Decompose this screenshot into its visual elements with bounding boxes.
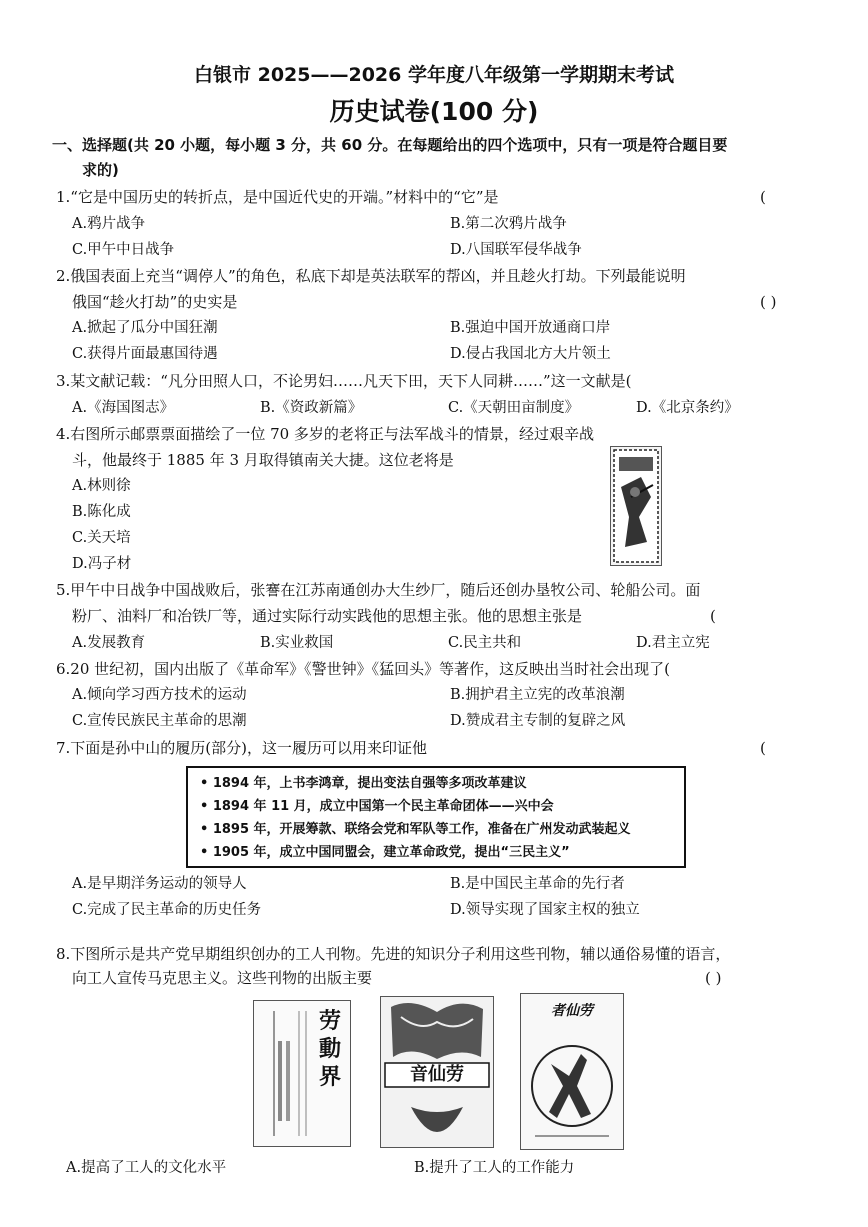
stamp-image [610,446,662,566]
q8-bracket: ( ) [705,969,722,987]
q4-option-c[interactable]: C.关天培 [72,530,131,546]
q7-bracket: ( [760,739,766,757]
q7-option-b[interactable]: B.是中国民主革命的先行者 [450,876,625,892]
stamp-illustration-icon [611,447,661,565]
q6-option-c[interactable]: C.宣传民族民主革命的思潮 [72,713,247,729]
q7-stem: 7.下面是孙中山的履历(部分)，这一履历可以用来印证他 [56,739,428,757]
journal-2-title: 音仙劳 [410,1064,464,1085]
q7-option-a[interactable]: A.是早期洋务运动的领导人 [72,876,247,892]
exam-subtitle: 历史试卷(100 分) [329,97,539,126]
q1-option-c[interactable]: C.甲午中日战争 [72,242,175,258]
q3-stem: 3.某文献记载：“凡分田照人口，不论男妇……凡天下田，天下人同耕……”这一文献是( [56,372,632,390]
q5-option-b[interactable]: B.实业救国 [260,635,334,651]
exam-title: 白银市 2025——2026 学年度八年级第一学期期末考试 [194,64,674,86]
journal-image-2 [380,996,494,1148]
section-heading: 一、选择题(共 20 小题，每小题 3 分，共 60 分。在每题给出的四个选项中，只有一项是符合题目要 [52,136,728,154]
q8-stem: 8.下图所示是共产党早期组织创办的工人刊物。先进的知识分子利用这些刊物，辅以通俗易懂的语言， [56,945,731,963]
q1-option-a[interactable]: A.鸦片战争 [72,216,146,232]
q2-option-b[interactable]: B.强迫中国开放通商口岸 [450,320,611,336]
journal-image-3 [520,993,624,1150]
q2-stem-cont: 俄国“趁火打劫”的史实是 [72,293,238,311]
q1-bracket: ( [760,188,766,206]
q6-stem: 6.20 世纪初，国内出版了《革命军》《警世钟》《猛回头》等著作，这反映出当时社会出现了( [56,660,671,678]
q3-option-a[interactable]: A.《海国图志》 [72,400,175,416]
q4-option-b[interactable]: B.陈化成 [72,504,131,520]
resume-item: • 1905 年，成立中国同盟会，建立革命政党，提出“三民主义” [200,845,570,860]
resume-item: • 1894 年，上书李鸿章，提出变法自强等多项改革建议 [200,776,527,791]
q3-option-d[interactable]: D.《北京条约》 [636,400,739,416]
q8-option-a[interactable]: A.提高了工人的文化水平 [66,1160,227,1176]
q1-stem: 1.“它是中国历史的转折点，是中国近代史的开端。”材料中的“它”是 [56,188,499,206]
q8-stem-cont: 向工人宣传马克思主义。这些刊物的出版主要 [72,969,373,987]
resume-item: • 1894 年 11 月，成立中国第一个民主革命团体——兴中会 [200,799,554,814]
q2-option-c[interactable]: C.获得片面最惠国待遇 [72,346,218,362]
q6-option-a[interactable]: A.倾向学习西方技术的运动 [72,687,247,703]
q1-option-b[interactable]: B.第二次鸦片战争 [450,216,567,232]
q5-option-c[interactable]: C.民主共和 [448,635,522,651]
q4-stem-cont: 斗，他最终于 1885 年 3 月取得镇南关大捷。这位老将是 [72,451,454,469]
q1-option-d[interactable]: D.八国联军侵华战争 [450,242,582,258]
q5-option-a[interactable]: A.发展教育 [72,635,146,651]
q5-stem: 5.甲午中日战争中国战败后，张謇在江苏南通创办大生纱厂，随后还创办垦牧公司、轮船公司。面 [56,581,701,599]
resume-box [186,766,686,868]
q2-stem: 2.俄国表面上充当“调停人”的角色，私底下却是英法联军的帮凶，并且趁火打劫。下列最能说明 [56,267,686,285]
q4-option-d[interactable]: D.冯子材 [72,556,132,572]
q6-option-b[interactable]: B.拥护君主立宪的改革浪潮 [450,687,625,703]
q7-option-c[interactable]: C.完成了民主革命的历史任务 [72,902,262,918]
journal-1-title: 劳動界 [318,1008,341,1090]
q3-option-b[interactable]: B.《资政新篇》 [260,400,363,416]
q7-option-d[interactable]: D.领导实现了国家主权的独立 [450,902,640,918]
journal-3-title: 者仙劳 [551,1003,593,1019]
section-heading-cont: 求的) [82,161,119,179]
q2-option-d[interactable]: D.侵占我国北方大片领土 [450,346,611,362]
journal-image-1 [253,1000,351,1147]
resume-item: • 1895 年，开展筹款、联络会党和军队等工作，准备在广州发动武装起义 [200,822,631,837]
q2-option-a[interactable]: A.掀起了瓜分中国狂潮 [72,320,218,336]
q3-option-c[interactable]: C.《天朝田亩制度》 [448,400,580,416]
q4-stem: 4.右图所示邮票票面描绘了一位 70 多岁的老将正与法军战斗的情景，经过艰辛战 [56,425,594,443]
q5-bracket: ( [710,607,716,625]
q8-option-b[interactable]: B.提升了工人的工作能力 [414,1160,575,1176]
q4-option-a[interactable]: A.林则徐 [72,478,131,494]
q5-option-d[interactable]: D.君主立宪 [636,635,710,651]
q2-bracket: ( ) [760,293,777,311]
q6-option-d[interactable]: D.赞成君主专制的复辟之风 [450,713,626,729]
q5-stem-cont: 粉厂、油料厂和冶铁厂等，通过实际行动实践他的思想主张。他的思想主张是 [72,607,583,625]
